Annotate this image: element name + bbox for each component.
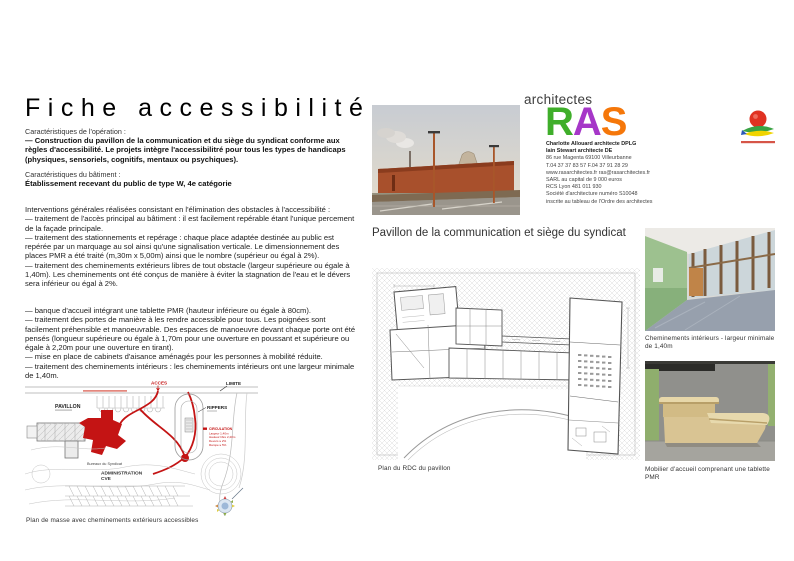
circulation-line: Hauteur libre 2,20m bbox=[209, 435, 236, 440]
ras-letter-r: R bbox=[545, 100, 573, 144]
circulation-line: Largeur 1,40m bbox=[209, 431, 229, 436]
plan-label-pavillon: PAVILLON bbox=[55, 404, 81, 410]
interventions-intro: Interventions générales réalisées consistant en l'élimination des obstacles à l'accessibilité : bbox=[25, 205, 331, 214]
desk-photo bbox=[645, 361, 775, 461]
logo-red-sphere bbox=[750, 111, 767, 128]
intervention-item: — traitement de l'accès principal au bâtiment : il est facilement repérable étant l'unique percement de la façade principale. bbox=[25, 214, 355, 233]
batiment-text: Établissement recevant du public de type W, 4e catégorie bbox=[25, 179, 232, 188]
site-plan-drawing bbox=[25, 378, 258, 516]
ras-letter-a: A bbox=[572, 100, 601, 144]
floor-plan-drawing bbox=[372, 268, 640, 460]
circulation-line: Rampe ≤ 5% bbox=[209, 442, 227, 447]
plan-existing-building bbox=[27, 423, 85, 458]
contact-line: Iain Stewart architecte DE bbox=[546, 148, 613, 155]
intervention-item: — mise en place de cabinets d'aisance aménagés pour les personnes à mobilité réduite. bbox=[25, 352, 323, 362]
pavillon-heading: Pavillon de la communication et siège du syndicat bbox=[372, 227, 626, 239]
contact-line: T.04 37 37 83 57 F.04 37 91 28 29 bbox=[546, 162, 628, 169]
contact-line: inscrite au tableau de l'Ordre des architectes bbox=[546, 198, 653, 205]
plan-label-circulation: CIRCULATION bbox=[209, 427, 233, 431]
plan-central-rooms bbox=[456, 308, 502, 346]
architectes-wordmark: architectes bbox=[524, 92, 593, 107]
corridor-caption: Cheminements intérieurs - largeur minimale de 1,40m bbox=[645, 335, 775, 350]
plan-upper-left-block bbox=[394, 287, 459, 332]
site-plan-caption: Plan de masse avec cheminements extérieurs accessibles bbox=[26, 517, 199, 524]
contact-line: SARL au capital de 9 000 euros bbox=[546, 177, 622, 184]
batiment-label: Caractéristiques du bâtiment : bbox=[25, 170, 121, 179]
plan-label-rippers: RIPPERS bbox=[207, 405, 228, 410]
intervention-item: — traitement des stationnements et repérage : chaque place adaptée destinée au public est repérée par un marquage au sol ainsi qu'une signalisation verticale. Le dimensionnement des places PMR a été traité (m,30m x 5,00m) ainsi que le nombre (supérieur ou égal à 2%). bbox=[25, 232, 340, 261]
interventions-block-1 bbox=[25, 205, 361, 289]
contact-line: RCS Lyon 481 011 930 bbox=[546, 184, 602, 191]
intervention-item: — banque d'accueil intégrant une tablette PMR (hauteur inférieure ou égale à 80cm). bbox=[25, 306, 311, 315]
floor-plan-caption: Plan du RDC du pavillon bbox=[378, 465, 451, 472]
contact-line: www.rasarchitectes.fr ras@rasarchitectes.fr bbox=[546, 169, 651, 176]
plan-red-note-illegible bbox=[83, 390, 127, 391]
plan-room-row bbox=[449, 348, 575, 380]
ras-logo-block bbox=[524, 92, 664, 206]
ras-letter-s: S bbox=[600, 100, 627, 144]
intervention-item: — traitement des cheminements intérieurs : les cheminements intérieurs ont une largeur minimale de 1,40m. bbox=[25, 361, 355, 381]
desk-caption: Mobilier d'accueil comprenant une tablette PMR bbox=[645, 466, 770, 481]
contact-line: Société d'architecture numéro S10048 bbox=[546, 191, 638, 198]
operation-text: — Construction du pavillon de la communication et du siège du syndicat conforme aux règles d'accessibilité. Le projets intègre l'accessibilitré pour tous les types de handicaps (physiques, sensoriels, cognitifs, mentaux ou psychiques). bbox=[25, 136, 346, 164]
contact-info bbox=[546, 141, 664, 206]
circulation-line: Devers ≤ 2% bbox=[209, 439, 227, 443]
logo-text-illegible bbox=[741, 141, 775, 143]
contact-line: Charlotte Allouard architecte DPLG bbox=[546, 141, 637, 147]
intervention-item: — traitement des portes de manière à les rendre accessible pour tous. Les poignées sont facilement préhensible et manoeuvrable. Des espaces de manoeuvre devant chaque porte ont été pensés (longueur supérieure ou égale à 1,70m pour une ouverture en poussant et supérieure ou égale à 2,20m pour une ouverture en tirant). bbox=[25, 315, 356, 353]
client-logo bbox=[737, 107, 779, 147]
building-photo bbox=[372, 105, 520, 215]
plan-label-administration: ADMINISTRATION bbox=[101, 471, 143, 477]
plan-label-cve: CVE bbox=[101, 477, 111, 482]
operation-label: Caractéristiques de l'opération : bbox=[25, 127, 126, 136]
interventions-block-2 bbox=[25, 306, 361, 380]
plan-label-acces: ACCES bbox=[151, 380, 168, 386]
plan-circulation-note bbox=[203, 427, 236, 447]
page-title: Fiche accessibilité bbox=[25, 94, 371, 122]
intervention-item: — traitement des cheminements extérieurs libres de tout obstacle (largeur supérieure ou égale à 1,40m). Les cheminements ont été conçus de manière à éviter la stagnation de l'eau et le dévers sera inférieur ou égal à 2%. bbox=[25, 260, 351, 289]
plan-label-limite: LIMITE bbox=[226, 381, 242, 386]
contact-line: 86 rue Magenta 69100 Villeurbanne bbox=[546, 155, 632, 162]
plan-right-wing bbox=[568, 298, 622, 454]
corridor-photo bbox=[645, 228, 775, 331]
plan-label-bureaux: Bureaux du Syndicat bbox=[87, 462, 123, 466]
